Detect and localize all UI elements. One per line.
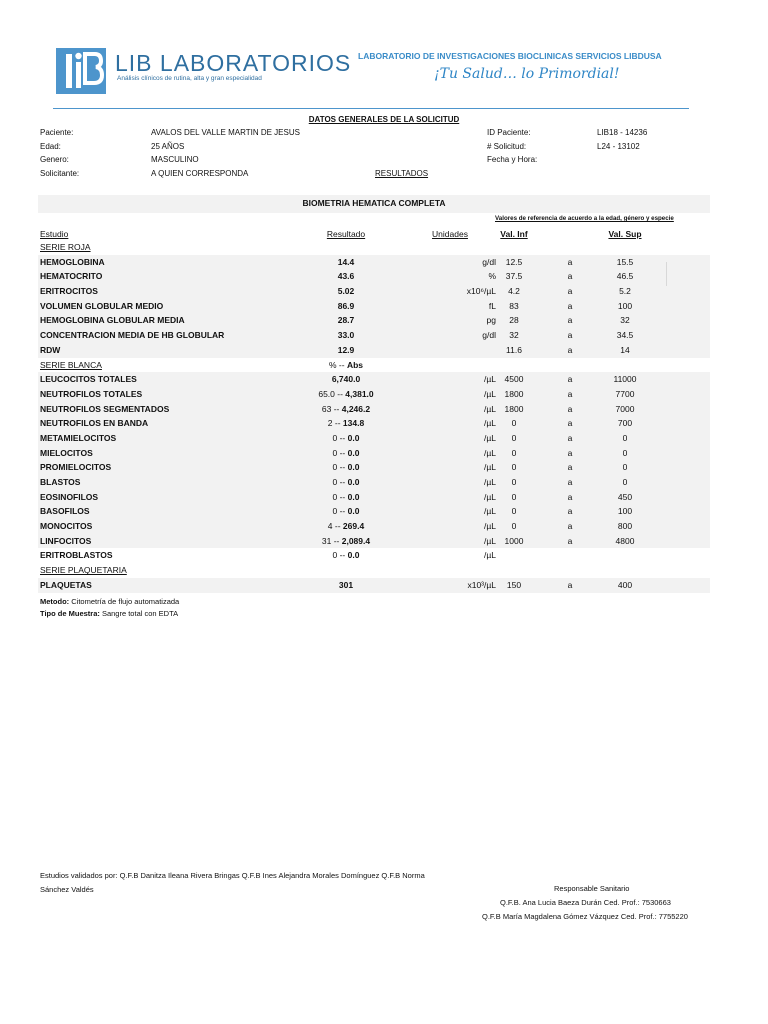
study-name: BLASTOS (40, 477, 81, 487)
result-percent: 0 -- (332, 506, 348, 517)
study-name: NEUTROFILOS TOTALES (40, 388, 143, 399)
result-value: 43.6 (337, 271, 355, 282)
responsible-title: Responsable Sanitario (554, 884, 630, 893)
section-row (38, 240, 710, 255)
study-name: NEUTROFILOS SEGMENTADOS (40, 403, 170, 414)
ref-separator: a (567, 374, 573, 385)
ref-lower: 150 (506, 579, 522, 590)
reference-note: Valores de referencia de acuerdo a la edad, género y especie (495, 215, 674, 222)
ref-lower: 0 (511, 491, 517, 502)
unit: /µL (484, 432, 496, 443)
ref-upper: 100 (617, 300, 633, 311)
request-number-value: L24 - 13102 (597, 142, 640, 151)
result-cell (283, 313, 409, 328)
ref-lower: 1800 (504, 388, 524, 399)
ref-lower: 4500 (504, 374, 524, 385)
study-name: MONOCITOS (40, 521, 93, 532)
table-row (38, 343, 710, 358)
ref-separator: a (567, 286, 573, 297)
result-cell (283, 504, 409, 519)
table-row (38, 372, 710, 387)
unit: /µL (484, 374, 496, 385)
table-row (38, 284, 710, 299)
datetime-label: Fecha y Hora: (487, 155, 538, 164)
ref-upper: 0 (622, 477, 628, 487)
patient-value: AVALOS DEL VALLE MARTIN DE JESUS (151, 128, 300, 137)
validated-by-line-2: Sánchez Valdés (40, 885, 94, 894)
lab-logo-icon (54, 46, 108, 96)
table-row (38, 504, 710, 519)
result-percent: 0 -- (332, 550, 348, 561)
unit: /µL (484, 477, 496, 487)
method-line (40, 597, 179, 606)
result-percent: 4 -- (327, 521, 343, 532)
ref-lower: 0 (511, 432, 517, 443)
result-value: 4,381.0 (345, 388, 374, 399)
ref-upper: 11000 (613, 374, 637, 385)
result-value: 33.0 (337, 330, 355, 341)
result-cell (283, 490, 409, 505)
result-cell (283, 431, 409, 446)
result-cell (283, 460, 409, 475)
results-table (38, 240, 710, 593)
result-cell (283, 387, 409, 402)
ref-upper: 400 (617, 579, 633, 590)
result-value: 14.4 (337, 256, 355, 267)
result-value: 0.0 (347, 432, 360, 443)
ref-separator: a (567, 300, 573, 311)
ref-lower: 1000 (504, 535, 524, 546)
section-label: SERIE BLANCA (40, 359, 102, 370)
table-row (38, 269, 710, 284)
ref-separator: a (567, 418, 573, 429)
table-row (38, 490, 710, 505)
result-cell (283, 328, 409, 343)
result-value: 86.9 (337, 300, 355, 311)
age-label: Edad: (40, 142, 61, 151)
responsible-1: Q.F.B. Ana Lucia Baeza Durán Ced. Prof.: 7530663 (500, 898, 671, 907)
ref-separator: a (567, 491, 573, 502)
col-sup-header: Val. Sup (608, 229, 642, 239)
result-percent: 31 -- (321, 535, 342, 546)
column-guide (666, 262, 667, 286)
result-value: 6,740.0 (331, 374, 361, 385)
table-row (38, 416, 710, 431)
ref-separator: a (567, 579, 573, 590)
result-value: 0.0 (347, 447, 360, 458)
method-label: Metodo: (40, 596, 70, 606)
result-value: 4,246.2 (341, 403, 371, 414)
result-cell (283, 299, 409, 314)
result-percent: 65.0 -- (318, 388, 346, 399)
table-row (38, 313, 710, 328)
ref-separator: a (567, 330, 573, 341)
study-name: MIELOCITOS (40, 447, 93, 458)
pct-subheader: % -- (328, 359, 347, 370)
result-cell (283, 416, 409, 431)
result-cell (283, 255, 409, 270)
result-cell (283, 534, 409, 549)
result-value: 301 (338, 579, 354, 590)
ref-upper: 34.5 (616, 330, 634, 341)
ref-separator: a (567, 403, 573, 414)
ref-lower: 0 (511, 477, 517, 487)
ref-upper: 15.5 (616, 256, 634, 267)
study-name: NEUTROFILOS EN BANDA (40, 418, 149, 429)
results-label: RESULTADOS (375, 169, 429, 178)
patient-label: Paciente: (40, 128, 74, 137)
requester-label: Solicitante: (40, 169, 80, 178)
study-name: HEMOGLOBINA GLOBULAR MEDIA (40, 315, 185, 326)
col-result-header: Resultado (326, 229, 366, 239)
ref-upper: 0 (622, 447, 628, 458)
study-name: ERITROBLASTOS (40, 550, 113, 561)
age-value: 25 AÑOS (151, 142, 185, 151)
ref-upper: 7000 (615, 403, 635, 414)
table-row (38, 534, 710, 549)
study-name: CONCENTRACION MEDIA DE HB GLOBULAR (40, 330, 225, 341)
unit: /µL (484, 447, 496, 458)
method-value: Citometría de flujo automatizada (69, 596, 180, 606)
result-value: 0.0 (347, 506, 360, 517)
ref-lower: 11.6 (506, 344, 522, 355)
result-percent: 0 -- (332, 432, 348, 443)
result-cell (283, 284, 409, 299)
result-percent: 0 -- (332, 447, 348, 458)
result-percent: 0 -- (332, 491, 348, 502)
table-row (38, 460, 710, 475)
unit: % (488, 271, 496, 282)
result-value: 0.0 (347, 491, 360, 502)
section-label: SERIE PLAQUETARIA (40, 565, 127, 576)
result-value: 0.0 (347, 477, 360, 487)
result-percent: 0 -- (332, 462, 348, 473)
section-label: SERIE ROJA (40, 242, 91, 252)
unit: /µL (484, 418, 496, 429)
patient-id-label: ID Paciente: (487, 128, 531, 137)
ref-separator: a (567, 521, 573, 532)
table-row (38, 519, 710, 534)
section-row (38, 358, 710, 373)
ref-upper: 5.2 (619, 286, 631, 297)
table-row (38, 299, 710, 314)
result-cell (283, 578, 409, 593)
table-row (38, 446, 710, 461)
table-row (38, 475, 710, 490)
ref-lower: 1800 (504, 403, 524, 414)
unit: g/dl (482, 330, 496, 341)
unit: /µL (484, 521, 496, 532)
ref-upper: 14 (620, 344, 630, 355)
ref-lower: 12.5 (505, 256, 523, 267)
study-name: METAMIELOCITOS (40, 432, 117, 443)
study-name: LINFOCITOS (40, 535, 92, 546)
ref-separator: a (567, 477, 573, 487)
table-row (38, 328, 710, 343)
study-name: BASOFILOS (40, 506, 90, 517)
study-name: ERITROCITOS (40, 286, 98, 297)
gender-value: MASCULINO (151, 155, 199, 164)
ref-upper: 700 (617, 418, 633, 429)
result-cell (283, 402, 409, 417)
ref-lower: 0 (511, 418, 517, 429)
ref-separator: a (567, 432, 573, 443)
study-name: VOLUMEN GLOBULAR MEDIO (40, 300, 164, 311)
result-percent: 2 -- (327, 418, 343, 429)
unit: /µL (484, 388, 496, 399)
sample-value: Sangre total con EDTA (99, 608, 179, 618)
unit: /µL (484, 535, 496, 546)
unit: g/dl (482, 256, 496, 267)
ref-separator: a (567, 344, 573, 355)
result-value: 0.0 (347, 462, 360, 473)
result-percent: 63 -- (321, 403, 342, 414)
result-percent: 0 -- (332, 477, 348, 487)
study-name: HEMOGLOBINA (40, 256, 105, 267)
ref-lower: 4.2 (508, 286, 520, 297)
ref-separator: a (567, 256, 573, 267)
lab-name: LABORATORIO DE INVESTIGACIONES BIOCLINICAS SERVICIOS LIBDUSA (358, 51, 662, 61)
ref-lower: 32 (509, 330, 519, 341)
unit: /µL (484, 550, 496, 561)
ref-lower: 0 (511, 521, 517, 532)
result-cell (283, 548, 409, 563)
unit: /µL (484, 403, 496, 414)
ref-upper: 7700 (615, 388, 635, 399)
result-value: 28.7 (337, 315, 355, 326)
ref-separator: a (567, 462, 573, 473)
ref-separator: a (567, 271, 573, 282)
pct-abs-subheader (283, 358, 409, 373)
ref-lower: 0 (511, 462, 517, 473)
ref-upper: 100 (617, 506, 633, 517)
ref-lower: 37.5 (505, 271, 523, 282)
result-cell (283, 343, 409, 358)
unit: /µL (484, 462, 496, 473)
ref-separator: a (567, 447, 573, 458)
requester-value: A QUIEN CORRESPONDA (151, 169, 249, 178)
result-value: 134.8 (342, 418, 365, 429)
unit: x10⁶/µL (466, 286, 496, 297)
study-name: HEMATOCRITO (40, 271, 103, 282)
ref-lower: 83 (509, 300, 519, 311)
method-block (40, 597, 179, 618)
result-cell (283, 519, 409, 534)
result-cell (283, 269, 409, 284)
ref-upper: 0 (622, 462, 628, 473)
table-row (38, 548, 710, 563)
ref-lower: 0 (511, 447, 517, 458)
ref-separator: a (567, 506, 573, 517)
col-units-header: Unidades (432, 229, 468, 239)
table-row (38, 431, 710, 446)
result-cell (283, 446, 409, 461)
table-row (38, 402, 710, 417)
ref-separator: a (567, 315, 573, 326)
result-value: 0.0 (347, 550, 360, 561)
table-row (38, 255, 710, 270)
ref-lower: 28 (509, 315, 519, 326)
unit: fL (488, 300, 496, 311)
table-row (38, 578, 710, 593)
sample-line (40, 609, 179, 618)
col-study-header: Estudio (40, 229, 69, 239)
ref-upper: 450 (617, 491, 633, 502)
study-name: EOSINOFILOS (40, 491, 99, 502)
sample-label: Tipo de Muestra: (40, 608, 100, 618)
ref-upper: 32 (620, 315, 630, 326)
abs-subheader: Abs (346, 359, 363, 370)
ref-lower: 0 (511, 506, 517, 517)
study-name: RDW (40, 344, 61, 355)
study-name: LEUCOCITOS TOTALES (40, 374, 137, 385)
unit: /µL (484, 506, 496, 517)
table-row (38, 387, 710, 402)
study-name: PROMIELOCITOS (40, 462, 112, 473)
logo-tagline: Análisis clínicos de rutina, alta y gran especialidad (117, 75, 262, 82)
result-cell (283, 372, 409, 387)
header-divider (53, 108, 689, 109)
unit: pg (486, 315, 496, 326)
patient-id-value: LIB18 - 14236 (597, 128, 648, 137)
result-value: 5.02 (337, 286, 355, 297)
logo-text: LIB LABORATORIOS (115, 50, 352, 76)
slogan: ¡Tu Salud… lo Primordial! (434, 66, 620, 82)
exam-title: BIOMETRIA HEMATICA COMPLETA (302, 198, 446, 208)
ref-separator: a (567, 535, 573, 546)
result-cell (283, 475, 409, 490)
result-value: 269.4 (342, 521, 365, 532)
general-data-title: DATOS GENERALES DE LA SOLICITUD (308, 115, 460, 124)
study-name: PLAQUETAS (40, 579, 92, 590)
ref-upper: 800 (617, 521, 633, 532)
validated-by-line-1: Estudios validados por: Q.F.B Danitza Ileana Rivera Bringas Q.F.B Ines Alejandra Morales Domínguez Q.F.B Norma (40, 871, 425, 880)
col-inf-header: Val. Inf (500, 229, 528, 239)
unit: /µL (484, 491, 496, 502)
responsible-2: Q.F.B María Magdalena Gómez Vázquez Ced. Prof.: 7755220 (482, 912, 688, 921)
result-value: 2,089.4 (341, 535, 371, 546)
ref-upper: 46.5 (616, 271, 634, 282)
unit: x10³/µL (467, 579, 496, 590)
ref-upper: 4800 (615, 535, 635, 546)
request-number-label: # Solicitud: (487, 142, 527, 151)
section-row (38, 563, 710, 578)
result-value: 12.9 (337, 344, 355, 355)
gender-label: Genero: (40, 155, 69, 164)
ref-separator: a (567, 388, 573, 399)
ref-upper: 0 (622, 432, 628, 443)
